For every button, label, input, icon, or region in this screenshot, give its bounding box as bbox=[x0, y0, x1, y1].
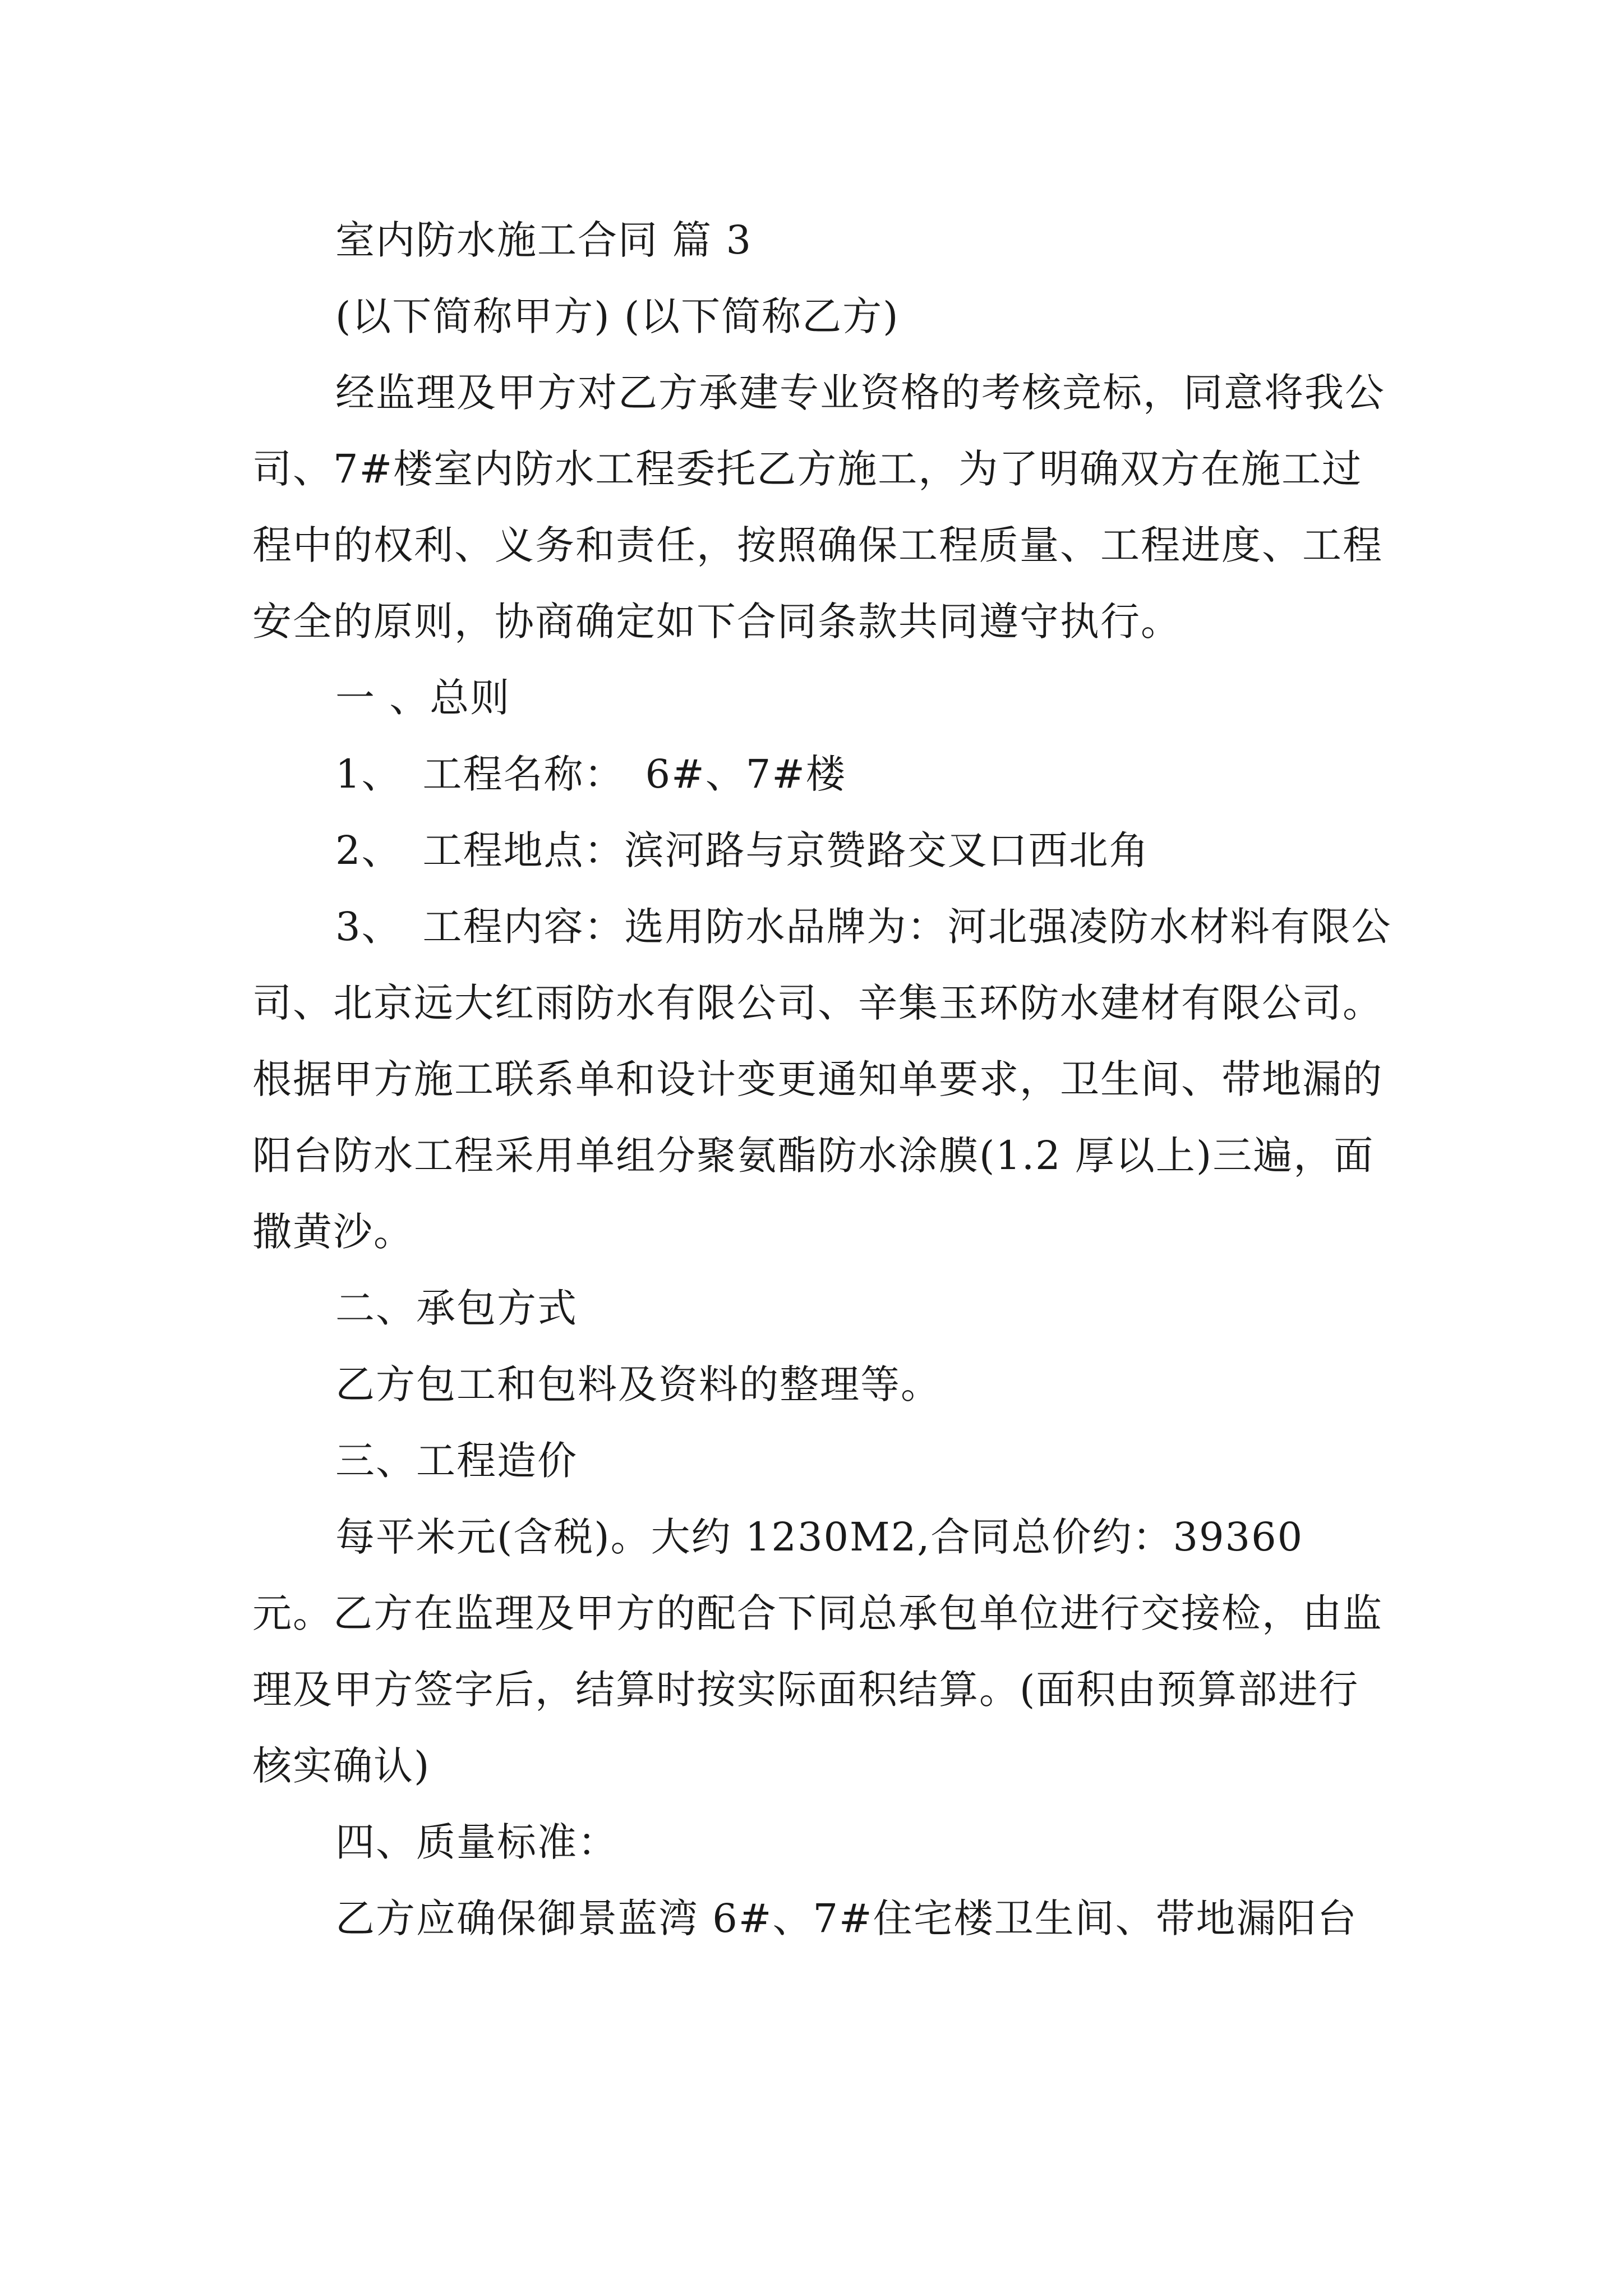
intro-paragraph: 经监理及甲方对乙方承建专业资格的考核竞标，同意将我公司、7#楼室内防水工程委托乙方施工，为了明确双方在施工过程中的权利、义务和责任，按照确保工程质量、工程进度、工程安全的原则，协商确定如下合同条款共同遵守执行。 bbox=[252, 370, 1385, 645]
section-2-text: 乙方包工和包料及资料的整理等。 bbox=[335, 1361, 941, 1407]
section-4-text: 乙方应确保御景蓝湾 6#、7#住宅楼卫生间、带地漏阳台 bbox=[335, 1895, 1358, 1941]
document-title: 室内防水施工合同 篇 3 bbox=[335, 217, 753, 263]
section-3-heading: 三、工程造价 bbox=[335, 1438, 578, 1484]
item-1-project-name: 1、 工程名称： 6#、7#楼 bbox=[335, 751, 846, 797]
item-3-project-content: 3、 工程内容：选用防水品牌为：河北强凌防水材料有限公司、北京远大红雨防水有限公司、辛集玉环防水建材有限公司。 根据甲方施工联系单和设计变更通知单要求，卫生间、带地漏的阳台防水工程采用单组分聚氨酯防水涂膜(1.2 厚以上)三遍，面撒黄沙。 bbox=[252, 904, 1392, 1255]
section-2-heading: 二、承包方式 bbox=[335, 1285, 578, 1331]
section-1-heading: 一 、总则 bbox=[335, 675, 511, 721]
section-4-heading: 四、质量标准： bbox=[335, 1819, 618, 1865]
parties-line: (以下简称甲方) (以下简称乙方) bbox=[335, 293, 900, 339]
section-3-text: 每平米元(含税)。大约 1230M2,合同总价约：39360 元。乙方在监理及甲方的配合下同总承包单位进行交接检，由监理及甲方签字后，结算时按实际面积结算。(面积由预算部进行核实确认) bbox=[252, 1514, 1383, 1789]
document-body bbox=[252, 202, 1396, 1957]
item-2-project-location: 2、 工程地点：滨河路与京赞路交叉口西北角 bbox=[335, 827, 1150, 873]
